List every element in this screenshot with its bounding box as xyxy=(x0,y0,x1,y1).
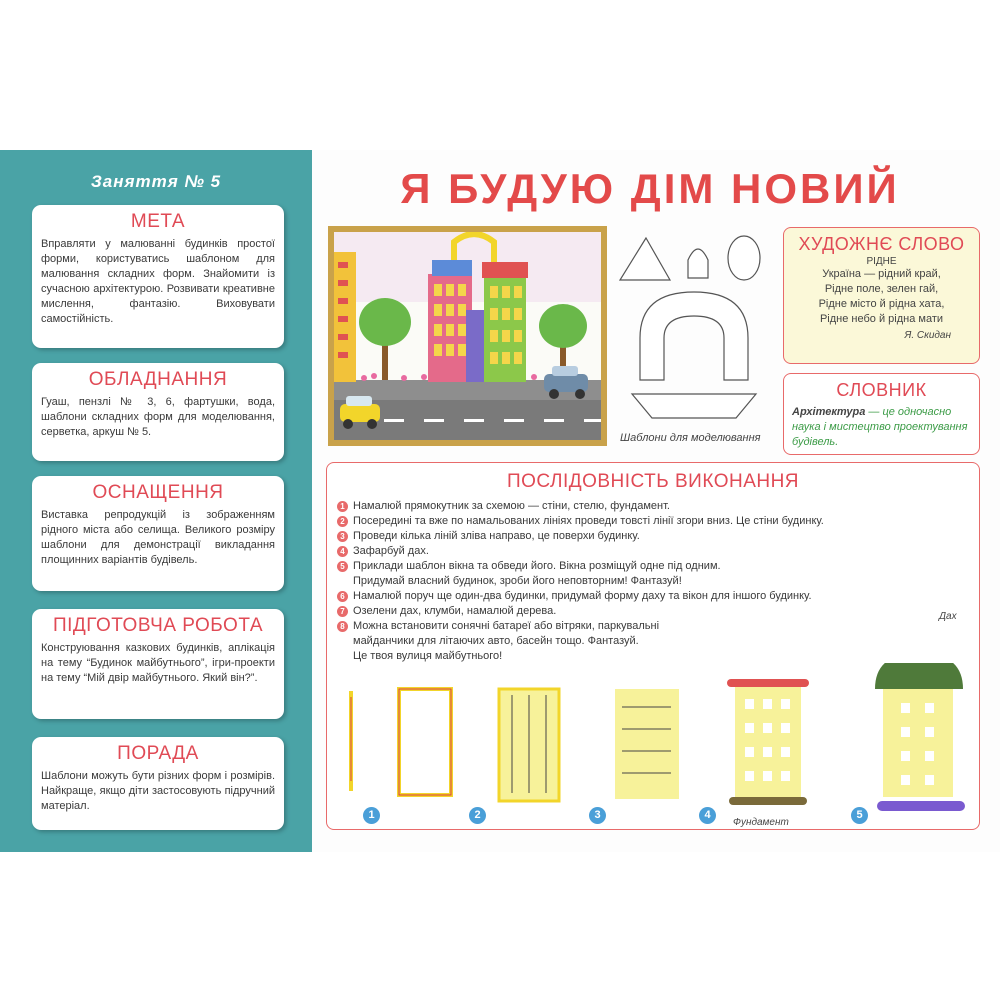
foundation-label: Фундамент xyxy=(733,817,789,828)
roof-label: Дах xyxy=(939,611,957,622)
card-advice-title: ПОРАДА xyxy=(117,743,199,764)
oval-template xyxy=(728,236,760,280)
step-number: 2 xyxy=(337,516,348,527)
stage-number-badge: 1 xyxy=(363,807,380,824)
step-continuation: майданчики для літаючих авто, басейн тощо. Фантазуй. xyxy=(353,635,639,647)
dictionary-term: Архітектура xyxy=(792,406,866,418)
step-item xyxy=(337,589,897,604)
step-item xyxy=(337,619,897,634)
poem-author: Я. Скидан xyxy=(904,330,951,341)
card-preparation xyxy=(32,609,284,719)
card-advice-text: Шаблони можуть бути різних форм і розмірів. Найкраще, якщо діти застосовують підручний матеріал. xyxy=(41,770,275,812)
poem-line: Рідне небо й рідна мати xyxy=(819,313,944,325)
step-item xyxy=(337,529,897,544)
window-template xyxy=(688,249,708,278)
card-materials-text: Виставка репродукцій із зображенням рідного міста або селища. Великого розміру шаблони для демонстрації викладання площинних варіантів будівель. xyxy=(41,509,275,566)
step-text: Посередині та вже по намальованих лініях проведи товсті лінії згори вниз. Це стіни будинку. xyxy=(353,515,824,527)
step-item xyxy=(337,499,897,514)
dictionary-definition: — це одночасно наука і мистецтво проектування будівель. xyxy=(792,406,968,448)
step-item xyxy=(337,514,897,529)
step-number: 8 xyxy=(337,621,348,632)
step-continuation: Це твоя вулиця майбутнього! xyxy=(353,650,503,662)
card-preparation-text: Конструювання казкових будинків, аплікація на тему “Будинок майбутнього”, ігри-проекти на тему “Мій двір майбутнього. Який він?”. xyxy=(41,642,275,684)
card-materials-title: ОСНАЩЕННЯ xyxy=(92,482,224,503)
step-text: Намалюй прямокутник за схемою — стіни, стелю, фундамент. xyxy=(353,500,670,512)
step-item xyxy=(337,604,897,619)
example-picture xyxy=(328,226,607,446)
step-number: 1 xyxy=(337,501,348,512)
dictionary-heading: СЛОВНИК xyxy=(836,380,927,400)
card-equipment-text: Гуаш, пензлі № 3, 6, фартушки, вода, шаблони складних форм для моделювання, серветка, аркуш № 5. xyxy=(41,396,275,438)
step-text: Озелени дах, клумби, намалюй дерева. xyxy=(353,605,557,617)
sequence-box xyxy=(326,462,980,830)
arch-template xyxy=(640,292,748,380)
boat-template xyxy=(632,394,756,418)
card-materials xyxy=(32,476,284,591)
poem-line: Україна — рідний край, xyxy=(822,268,941,280)
dictionary-entry xyxy=(784,401,979,450)
step-item xyxy=(337,544,897,559)
step-text: Приклади шаблон вікна та обведи його. Вікна розміщуй одне під одним. xyxy=(353,560,721,572)
poem-heading: ХУДОЖНЄ СЛОВО xyxy=(798,234,965,254)
steps-list xyxy=(337,499,897,664)
card-equipment-title: ОБЛАДНАННЯ xyxy=(88,369,228,390)
step-number: 4 xyxy=(337,546,348,557)
card-goal-title: МЕТА xyxy=(130,211,186,232)
stage-number-badge: 5 xyxy=(851,807,868,824)
stages-drawing xyxy=(327,663,981,831)
poem-line: Рідне місто й рідна хата, xyxy=(818,298,945,310)
card-goal-text: Вправляти у малюванні будинків простої форми, користуватись шаблоном для малювання складних форм. Знайомити із сучасною архітектурою. Розвивати креативне мислення, фантазію. Виховувати самостійність. xyxy=(41,238,275,325)
card-goal xyxy=(32,205,284,348)
stage-number-badge: 2 xyxy=(469,807,486,824)
shape-templates xyxy=(612,230,777,440)
poem-title: РІДНЕ xyxy=(866,256,897,267)
step-text: Проведи кілька ліній зліва направо, це поверхи будинку. xyxy=(353,530,640,542)
sequence-heading: ПОСЛІДОВНІСТЬ ВИКОНАННЯ xyxy=(506,471,800,492)
stage-number-badge: 4 xyxy=(699,807,716,824)
step-number: 3 xyxy=(337,531,348,542)
step-number: 7 xyxy=(337,606,348,617)
card-advice xyxy=(32,737,284,830)
dictionary-box xyxy=(783,373,980,455)
step-continuation: Придумай власний будинок, зроби його неповторним! Фантазуй! xyxy=(353,575,682,587)
triangle-template xyxy=(620,238,670,280)
poem-line: Рідне поле, зелен гай, xyxy=(824,283,939,295)
step-text: Зафарбуй дах. xyxy=(353,545,429,557)
stage-number-badge: 3 xyxy=(589,807,606,824)
step-text: Можна встановити сонячні батареї або вітряки, паркувальні xyxy=(353,620,660,632)
step-item xyxy=(337,559,897,574)
step-number: 5 xyxy=(337,561,348,572)
page-title: Я БУДУЮ ДІМ НОВИЙ xyxy=(400,165,900,212)
step-text: Намалюй поруч ще один-два будинки, придумай форму даху та вікон для іншого будинку. xyxy=(353,590,812,602)
step-number: 6 xyxy=(337,591,348,602)
card-equipment xyxy=(32,363,284,461)
card-preparation-title: ПІДГОТОВЧА РОБОТА xyxy=(53,615,263,636)
poem-box xyxy=(783,227,980,364)
city-street-illustration xyxy=(334,232,601,440)
templates-caption: Шаблони для моделювання xyxy=(620,432,761,444)
lesson-number: Заняття № 5 xyxy=(90,172,222,191)
